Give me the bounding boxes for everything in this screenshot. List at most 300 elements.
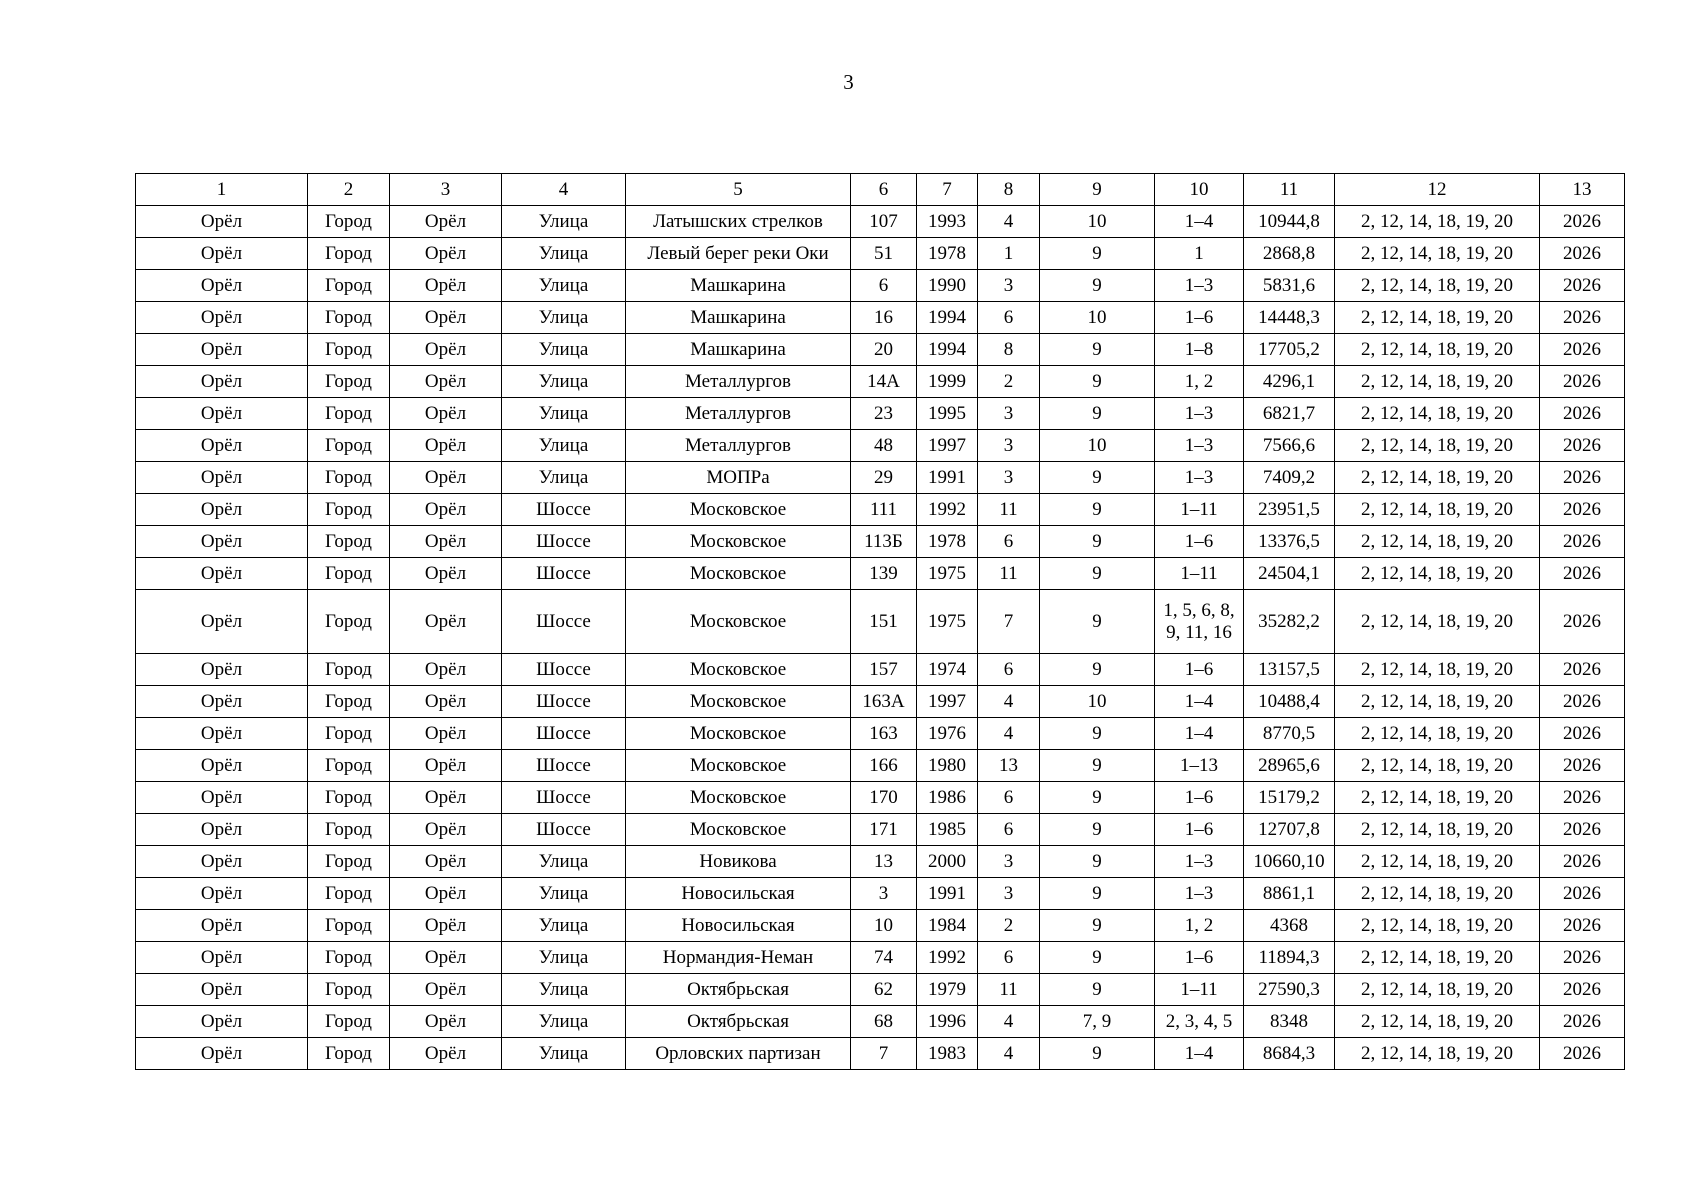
cell-area: 23951,5 xyxy=(1244,494,1335,526)
cell-region: Орёл xyxy=(136,782,308,814)
cell-work-types: 2, 12, 14, 18, 19, 20 xyxy=(1335,974,1540,1006)
cell-region: Орёл xyxy=(136,1006,308,1038)
cell-house-number: 14А xyxy=(851,366,917,398)
table-header-row xyxy=(136,174,1625,206)
cell-entrance-list: 1–6 xyxy=(1155,814,1244,846)
cell-settlement: Орёл xyxy=(390,302,502,334)
cell-work-types: 2, 12, 14, 18, 19, 20 xyxy=(1335,590,1540,654)
cell-entrances: 3 xyxy=(978,462,1040,494)
cell-year-built: 1976 xyxy=(917,718,978,750)
cell-street-type: Улица xyxy=(502,270,626,302)
cell-area: 27590,3 xyxy=(1244,974,1335,1006)
cell-year: 2026 xyxy=(1540,366,1625,398)
cell-entrances: 6 xyxy=(978,942,1040,974)
cell-year: 2026 xyxy=(1540,942,1625,974)
cell-entrances: 4 xyxy=(978,1038,1040,1070)
cell-house-number: 23 xyxy=(851,398,917,430)
cell-settlement: Орёл xyxy=(390,430,502,462)
cell-settlement-type: Город xyxy=(308,494,390,526)
cell-year: 2026 xyxy=(1540,846,1625,878)
cell-region: Орёл xyxy=(136,334,308,366)
cell-street-type: Улица xyxy=(502,302,626,334)
cell-settlement-type: Город xyxy=(308,718,390,750)
cell-settlement-type: Город xyxy=(308,590,390,654)
cell-area: 6821,7 xyxy=(1244,398,1335,430)
cell-street-name: Латышских стрелков xyxy=(626,206,851,238)
cell-street-name: Московское xyxy=(626,654,851,686)
cell-region: Орёл xyxy=(136,750,308,782)
header-cell-street-type: 4 xyxy=(502,174,626,206)
cell-year: 2026 xyxy=(1540,334,1625,366)
cell-street-name: МОПРа xyxy=(626,462,851,494)
cell-entrance-list: 1–6 xyxy=(1155,526,1244,558)
cell-work-types: 2, 12, 14, 18, 19, 20 xyxy=(1335,1006,1540,1038)
cell-street-type: Улица xyxy=(502,942,626,974)
cell-entrance-list: 2, 3, 4, 5 xyxy=(1155,1006,1244,1038)
cell-year-built: 1985 xyxy=(917,814,978,846)
cell-street-type: Улица xyxy=(502,398,626,430)
header-cell-settlement: 3 xyxy=(390,174,502,206)
cell-floors: 9 xyxy=(1040,974,1155,1006)
table-row xyxy=(136,942,1625,974)
cell-entrances: 4 xyxy=(978,718,1040,750)
cell-year: 2026 xyxy=(1540,654,1625,686)
cell-floors: 9 xyxy=(1040,718,1155,750)
cell-entrances: 11 xyxy=(978,558,1040,590)
cell-region: Орёл xyxy=(136,974,308,1006)
cell-entrance-list: 1–6 xyxy=(1155,782,1244,814)
cell-area: 4296,1 xyxy=(1244,366,1335,398)
cell-year-built: 1978 xyxy=(917,238,978,270)
cell-entrance-list: 1–11 xyxy=(1155,558,1244,590)
header-cell-settlement-type: 2 xyxy=(308,174,390,206)
cell-work-types: 2, 12, 14, 18, 19, 20 xyxy=(1335,302,1540,334)
table-row xyxy=(136,1038,1625,1070)
table-row xyxy=(136,750,1625,782)
cell-year-built: 1983 xyxy=(917,1038,978,1070)
cell-area: 11894,3 xyxy=(1244,942,1335,974)
cell-floors: 9 xyxy=(1040,782,1155,814)
cell-year: 2026 xyxy=(1540,558,1625,590)
cell-settlement: Орёл xyxy=(390,238,502,270)
cell-entrance-list: 1, 2 xyxy=(1155,366,1244,398)
cell-settlement: Орёл xyxy=(390,1006,502,1038)
cell-house-number: 170 xyxy=(851,782,917,814)
cell-area: 12707,8 xyxy=(1244,814,1335,846)
cell-settlement-type: Город xyxy=(308,750,390,782)
cell-entrance-list: 1, 5, 6, 8, 9, 11, 16 xyxy=(1155,590,1244,654)
cell-entrances: 13 xyxy=(978,750,1040,782)
header-cell-year-built: 7 xyxy=(917,174,978,206)
cell-house-number: 29 xyxy=(851,462,917,494)
cell-region: Орёл xyxy=(136,686,308,718)
cell-region: Орёл xyxy=(136,718,308,750)
cell-region: Орёл xyxy=(136,526,308,558)
cell-entrance-list: 1–11 xyxy=(1155,974,1244,1006)
cell-entrances: 3 xyxy=(978,270,1040,302)
cell-year-built: 1984 xyxy=(917,910,978,942)
cell-work-types: 2, 12, 14, 18, 19, 20 xyxy=(1335,942,1540,974)
header-cell-house-number: 6 xyxy=(851,174,917,206)
cell-street-name: Нормандия-Неман xyxy=(626,942,851,974)
cell-settlement: Орёл xyxy=(390,846,502,878)
cell-work-types: 2, 12, 14, 18, 19, 20 xyxy=(1335,398,1540,430)
cell-settlement-type: Город xyxy=(308,462,390,494)
cell-street-name: Машкарина xyxy=(626,270,851,302)
cell-settlement-type: Город xyxy=(308,1006,390,1038)
cell-year: 2026 xyxy=(1540,782,1625,814)
cell-work-types: 2, 12, 14, 18, 19, 20 xyxy=(1335,270,1540,302)
cell-region: Орёл xyxy=(136,846,308,878)
cell-year: 2026 xyxy=(1540,302,1625,334)
cell-region: Орёл xyxy=(136,238,308,270)
cell-street-name: Московское xyxy=(626,558,851,590)
cell-year: 2026 xyxy=(1540,494,1625,526)
table-row xyxy=(136,1006,1625,1038)
table-row xyxy=(136,878,1625,910)
cell-street-type: Улица xyxy=(502,910,626,942)
cell-house-number: 157 xyxy=(851,654,917,686)
cell-entrance-list: 1–4 xyxy=(1155,1038,1244,1070)
cell-year-built: 1990 xyxy=(917,270,978,302)
table-row xyxy=(136,206,1625,238)
cell-street-type: Шоссе xyxy=(502,590,626,654)
cell-settlement: Орёл xyxy=(390,558,502,590)
cell-work-types: 2, 12, 14, 18, 19, 20 xyxy=(1335,462,1540,494)
cell-settlement-type: Город xyxy=(308,334,390,366)
cell-entrances: 3 xyxy=(978,846,1040,878)
cell-street-type: Шоссе xyxy=(502,782,626,814)
cell-settlement: Орёл xyxy=(390,750,502,782)
cell-house-number: 107 xyxy=(851,206,917,238)
cell-street-type: Шоссе xyxy=(502,718,626,750)
header-cell-entrances: 8 xyxy=(978,174,1040,206)
cell-street-name: Орловских партизан xyxy=(626,1038,851,1070)
cell-entrance-list: 1–8 xyxy=(1155,334,1244,366)
cell-entrance-list: 1–6 xyxy=(1155,654,1244,686)
table-row xyxy=(136,846,1625,878)
cell-house-number: 13 xyxy=(851,846,917,878)
cell-year: 2026 xyxy=(1540,238,1625,270)
cell-house-number: 163 xyxy=(851,718,917,750)
cell-settlement-type: Город xyxy=(308,398,390,430)
cell-floors: 9 xyxy=(1040,526,1155,558)
cell-settlement: Орёл xyxy=(390,782,502,814)
cell-year-built: 1991 xyxy=(917,878,978,910)
header-cell-year: 13 xyxy=(1540,174,1625,206)
cell-year: 2026 xyxy=(1540,398,1625,430)
cell-floors: 9 xyxy=(1040,654,1155,686)
table-row xyxy=(136,718,1625,750)
cell-work-types: 2, 12, 14, 18, 19, 20 xyxy=(1335,334,1540,366)
cell-street-type: Улица xyxy=(502,366,626,398)
cell-work-types: 2, 12, 14, 18, 19, 20 xyxy=(1335,558,1540,590)
cell-floors: 9 xyxy=(1040,878,1155,910)
cell-street-type: Улица xyxy=(502,974,626,1006)
cell-entrance-list: 1–3 xyxy=(1155,462,1244,494)
cell-settlement-type: Город xyxy=(308,206,390,238)
cell-street-type: Улица xyxy=(502,334,626,366)
cell-work-types: 2, 12, 14, 18, 19, 20 xyxy=(1335,878,1540,910)
cell-house-number: 16 xyxy=(851,302,917,334)
cell-area: 10944,8 xyxy=(1244,206,1335,238)
cell-settlement: Орёл xyxy=(390,206,502,238)
cell-settlement: Орёл xyxy=(390,974,502,1006)
cell-floors: 9 xyxy=(1040,270,1155,302)
cell-region: Орёл xyxy=(136,270,308,302)
cell-area: 14448,3 xyxy=(1244,302,1335,334)
table-row xyxy=(136,654,1625,686)
cell-floors: 9 xyxy=(1040,590,1155,654)
cell-settlement-type: Город xyxy=(308,782,390,814)
cell-year: 2026 xyxy=(1540,910,1625,942)
cell-house-number: 3 xyxy=(851,878,917,910)
cell-region: Орёл xyxy=(136,430,308,462)
cell-entrances: 6 xyxy=(978,814,1040,846)
cell-entrances: 8 xyxy=(978,334,1040,366)
cell-entrance-list: 1–3 xyxy=(1155,398,1244,430)
cell-street-name: Октябрьская xyxy=(626,1006,851,1038)
cell-settlement-type: Город xyxy=(308,558,390,590)
cell-floors: 10 xyxy=(1040,206,1155,238)
cell-settlement-type: Город xyxy=(308,1038,390,1070)
cell-settlement-type: Город xyxy=(308,430,390,462)
cell-area: 35282,2 xyxy=(1244,590,1335,654)
cell-entrances: 4 xyxy=(978,686,1040,718)
housing-table xyxy=(135,173,1625,1070)
cell-street-name: Машкарина xyxy=(626,302,851,334)
cell-region: Орёл xyxy=(136,302,308,334)
cell-entrance-list: 1 xyxy=(1155,238,1244,270)
cell-year-built: 1994 xyxy=(917,302,978,334)
cell-entrance-list: 1–3 xyxy=(1155,846,1244,878)
cell-entrances: 6 xyxy=(978,654,1040,686)
table-row xyxy=(136,398,1625,430)
cell-entrance-list: 1–6 xyxy=(1155,942,1244,974)
cell-area: 8770,5 xyxy=(1244,718,1335,750)
cell-floors: 9 xyxy=(1040,494,1155,526)
cell-street-type: Улица xyxy=(502,238,626,270)
cell-region: Орёл xyxy=(136,942,308,974)
cell-entrances: 11 xyxy=(978,494,1040,526)
cell-entrances: 2 xyxy=(978,910,1040,942)
cell-work-types: 2, 12, 14, 18, 19, 20 xyxy=(1335,366,1540,398)
cell-floors: 9 xyxy=(1040,238,1155,270)
table-row xyxy=(136,974,1625,1006)
cell-street-name: Московское xyxy=(626,494,851,526)
cell-street-name: Металлургов xyxy=(626,366,851,398)
cell-settlement: Орёл xyxy=(390,270,502,302)
cell-entrances: 4 xyxy=(978,1006,1040,1038)
cell-house-number: 51 xyxy=(851,238,917,270)
cell-street-name: Московское xyxy=(626,526,851,558)
cell-work-types: 2, 12, 14, 18, 19, 20 xyxy=(1335,206,1540,238)
cell-street-name: Московское xyxy=(626,750,851,782)
cell-floors: 10 xyxy=(1040,430,1155,462)
cell-year-built: 1995 xyxy=(917,398,978,430)
cell-area: 28965,6 xyxy=(1244,750,1335,782)
cell-area: 8684,3 xyxy=(1244,1038,1335,1070)
cell-area: 13157,5 xyxy=(1244,654,1335,686)
cell-region: Орёл xyxy=(136,814,308,846)
cell-year: 2026 xyxy=(1540,878,1625,910)
cell-settlement-type: Город xyxy=(308,686,390,718)
table-row xyxy=(136,462,1625,494)
cell-settlement: Орёл xyxy=(390,398,502,430)
cell-year: 2026 xyxy=(1540,1038,1625,1070)
cell-year: 2026 xyxy=(1540,590,1625,654)
header-cell-entrance-list: 10 xyxy=(1155,174,1244,206)
cell-floors: 9 xyxy=(1040,398,1155,430)
cell-street-name: Новосильская xyxy=(626,910,851,942)
cell-region: Орёл xyxy=(136,398,308,430)
cell-entrances: 3 xyxy=(978,430,1040,462)
cell-year: 2026 xyxy=(1540,686,1625,718)
table-row xyxy=(136,910,1625,942)
cell-street-name: Московское xyxy=(626,718,851,750)
cell-floors: 9 xyxy=(1040,942,1155,974)
cell-settlement: Орёл xyxy=(390,878,502,910)
table-row xyxy=(136,814,1625,846)
cell-year-built: 1975 xyxy=(917,590,978,654)
cell-year-built: 1978 xyxy=(917,526,978,558)
cell-settlement: Орёл xyxy=(390,334,502,366)
cell-entrances: 6 xyxy=(978,302,1040,334)
cell-settlement: Орёл xyxy=(390,462,502,494)
cell-floors: 9 xyxy=(1040,814,1155,846)
cell-house-number: 7 xyxy=(851,1038,917,1070)
cell-area: 7566,6 xyxy=(1244,430,1335,462)
cell-region: Орёл xyxy=(136,1038,308,1070)
cell-area: 5831,6 xyxy=(1244,270,1335,302)
cell-street-name: Металлургов xyxy=(626,430,851,462)
cell-floors: 9 xyxy=(1040,1038,1155,1070)
table-row xyxy=(136,782,1625,814)
cell-year-built: 1994 xyxy=(917,334,978,366)
cell-year: 2026 xyxy=(1540,526,1625,558)
header-cell-floors: 9 xyxy=(1040,174,1155,206)
cell-year: 2026 xyxy=(1540,750,1625,782)
cell-street-type: Шоссе xyxy=(502,558,626,590)
cell-year-built: 1992 xyxy=(917,942,978,974)
cell-settlement: Орёл xyxy=(390,942,502,974)
cell-year: 2026 xyxy=(1540,1006,1625,1038)
cell-house-number: 62 xyxy=(851,974,917,1006)
cell-street-name: Металлургов xyxy=(626,398,851,430)
table-row xyxy=(136,366,1625,398)
cell-region: Орёл xyxy=(136,558,308,590)
cell-region: Орёл xyxy=(136,462,308,494)
cell-settlement-type: Город xyxy=(308,910,390,942)
cell-work-types: 2, 12, 14, 18, 19, 20 xyxy=(1335,430,1540,462)
cell-house-number: 111 xyxy=(851,494,917,526)
cell-area: 13376,5 xyxy=(1244,526,1335,558)
cell-floors: 9 xyxy=(1040,910,1155,942)
cell-settlement-type: Город xyxy=(308,878,390,910)
cell-floors: 9 xyxy=(1040,462,1155,494)
cell-work-types: 2, 12, 14, 18, 19, 20 xyxy=(1335,718,1540,750)
cell-floors: 9 xyxy=(1040,558,1155,590)
cell-house-number: 163А xyxy=(851,686,917,718)
cell-year-built: 1986 xyxy=(917,782,978,814)
cell-settlement: Орёл xyxy=(390,494,502,526)
cell-street-type: Улица xyxy=(502,878,626,910)
cell-settlement-type: Город xyxy=(308,270,390,302)
cell-entrance-list: 1–13 xyxy=(1155,750,1244,782)
cell-street-type: Улица xyxy=(502,1006,626,1038)
cell-work-types: 2, 12, 14, 18, 19, 20 xyxy=(1335,494,1540,526)
cell-house-number: 171 xyxy=(851,814,917,846)
cell-area: 8348 xyxy=(1244,1006,1335,1038)
cell-region: Орёл xyxy=(136,494,308,526)
table-row xyxy=(136,270,1625,302)
cell-year-built: 1980 xyxy=(917,750,978,782)
table-row xyxy=(136,590,1625,654)
cell-year-built: 1996 xyxy=(917,1006,978,1038)
cell-street-type: Улица xyxy=(502,846,626,878)
table-row xyxy=(136,238,1625,270)
cell-region: Орёл xyxy=(136,878,308,910)
cell-house-number: 166 xyxy=(851,750,917,782)
cell-year-built: 1997 xyxy=(917,430,978,462)
cell-year: 2026 xyxy=(1540,462,1625,494)
cell-year-built: 1999 xyxy=(917,366,978,398)
cell-year: 2026 xyxy=(1540,430,1625,462)
cell-area: 8861,1 xyxy=(1244,878,1335,910)
cell-entrance-list: 1–6 xyxy=(1155,302,1244,334)
page-number: 3 xyxy=(843,70,854,94)
cell-house-number: 151 xyxy=(851,590,917,654)
table-row xyxy=(136,686,1625,718)
cell-year-built: 2000 xyxy=(917,846,978,878)
cell-year: 2026 xyxy=(1540,718,1625,750)
cell-street-name: Октябрьская xyxy=(626,974,851,1006)
cell-year: 2026 xyxy=(1540,974,1625,1006)
cell-settlement: Орёл xyxy=(390,814,502,846)
cell-floors: 7, 9 xyxy=(1040,1006,1155,1038)
cell-year: 2026 xyxy=(1540,270,1625,302)
cell-street-name: Московское xyxy=(626,590,851,654)
cell-house-number: 68 xyxy=(851,1006,917,1038)
cell-area: 7409,2 xyxy=(1244,462,1335,494)
cell-street-type: Шоссе xyxy=(502,526,626,558)
cell-house-number: 48 xyxy=(851,430,917,462)
cell-settlement-type: Город xyxy=(308,942,390,974)
cell-work-types: 2, 12, 14, 18, 19, 20 xyxy=(1335,750,1540,782)
cell-year-built: 1991 xyxy=(917,462,978,494)
cell-work-types: 2, 12, 14, 18, 19, 20 xyxy=(1335,846,1540,878)
cell-entrances: 3 xyxy=(978,878,1040,910)
cell-entrances: 6 xyxy=(978,526,1040,558)
cell-entrance-list: 1, 2 xyxy=(1155,910,1244,942)
cell-region: Орёл xyxy=(136,590,308,654)
cell-street-name: Московское xyxy=(626,782,851,814)
cell-settlement: Орёл xyxy=(390,654,502,686)
cell-entrance-list: 1–4 xyxy=(1155,206,1244,238)
cell-settlement-type: Город xyxy=(308,366,390,398)
header-cell-work-types: 12 xyxy=(1335,174,1540,206)
cell-floors: 9 xyxy=(1040,750,1155,782)
cell-entrance-list: 1–3 xyxy=(1155,430,1244,462)
cell-settlement: Орёл xyxy=(390,910,502,942)
cell-work-types: 2, 12, 14, 18, 19, 20 xyxy=(1335,526,1540,558)
cell-region: Орёл xyxy=(136,366,308,398)
cell-street-type: Шоссе xyxy=(502,494,626,526)
cell-settlement: Орёл xyxy=(390,686,502,718)
cell-house-number: 20 xyxy=(851,334,917,366)
cell-house-number: 139 xyxy=(851,558,917,590)
cell-year: 2026 xyxy=(1540,814,1625,846)
